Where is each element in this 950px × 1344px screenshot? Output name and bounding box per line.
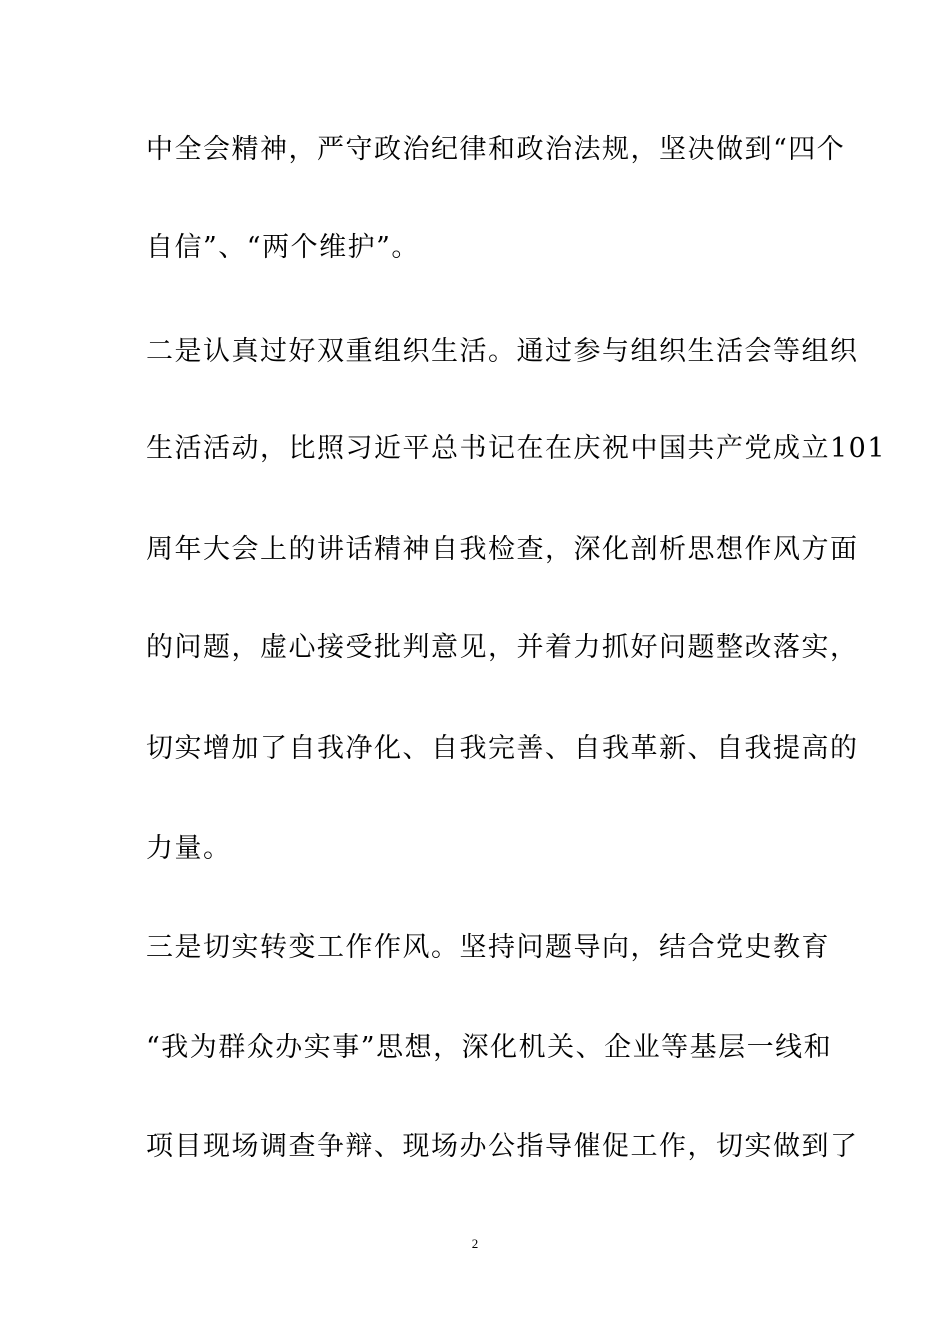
text-line: 中全会精神，严守政治纪律和政治法规，坚决做到“四个 — [146, 134, 846, 165]
page-number: 2 — [471, 1236, 479, 1251]
text-line: 三是切实转变工作作风。坚持问题导向，结合党史教育 — [146, 932, 830, 963]
text-line: 的问题，虚心接受批判意见，并着力抓好问题整改落实， — [146, 632, 859, 663]
text-line: 切实增加了自我净化、自我完善、自我革新、自我提高的 — [146, 733, 859, 764]
text-line: 周年大会上的讲话精神自我检查，深化剖析思想作风方面 — [146, 534, 859, 565]
text-line: “我为群众办实事”思想，深化机关、企业等基层一线和 — [146, 1032, 833, 1063]
text-line: 自信”、“两个维护”。 — [146, 232, 420, 263]
text-line: 生活活动，比照习近平总书记在在庆祝中国共产党成立101 — [146, 433, 887, 464]
text-line: 力量。 — [146, 833, 232, 864]
text-line: 二是认真过好双重组织生活。通过参与组织生活会等组织 — [146, 336, 859, 367]
text-line: 项目现场调查争辩、现场办公指导催促工作，切实做到了 — [146, 1131, 859, 1162]
